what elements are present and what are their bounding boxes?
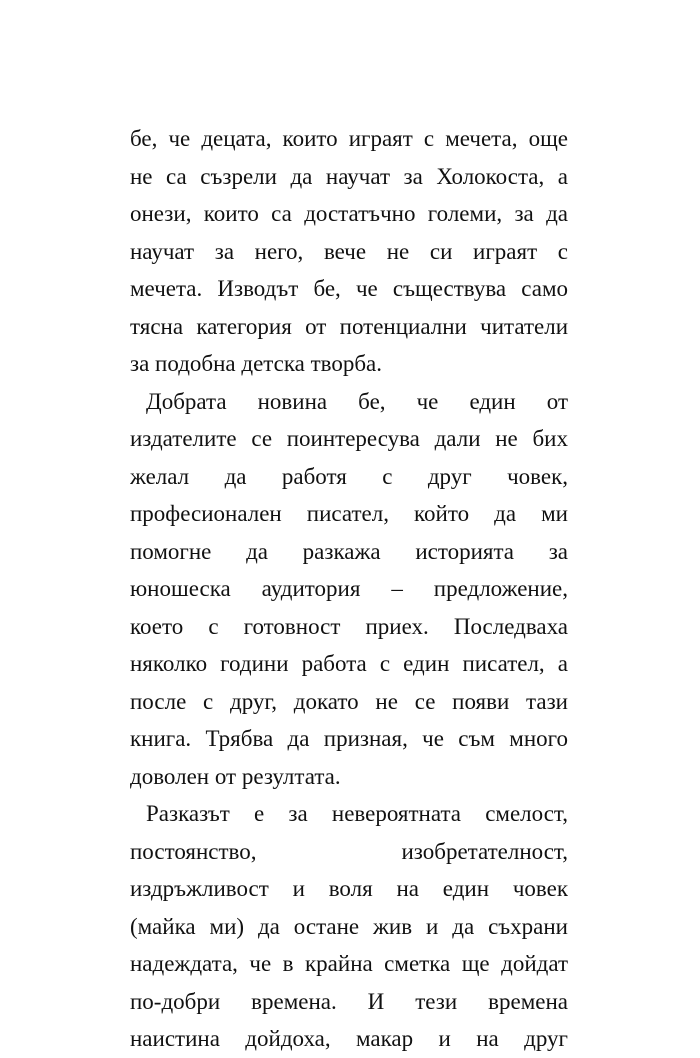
text-line: (майка ми) да остане жив и да съхрани: [130, 913, 568, 939]
text-line: Разказът е за невероятната смелост,: [146, 801, 568, 826]
text-line: което с готовност приех. Последваха: [130, 613, 568, 639]
text-line: юношеска аудитория – предложение,: [130, 576, 568, 601]
text-line: доволен от резултата.: [130, 763, 341, 789]
text-line: книга. Трябва да призная, че съм много: [130, 726, 568, 751]
text-line: помогне да разкажа историята за: [130, 538, 568, 564]
text-line: професионален писател, който да ми: [130, 501, 568, 526]
text-line: мечета. Изводът бе, че съществува само: [130, 276, 568, 301]
text-line: за подобна детска творба.: [130, 351, 383, 376]
text-line: наистина дойдоха, макар и на друг: [130, 1026, 568, 1051]
text-line: няколко години работа с един писател, а: [130, 651, 568, 676]
paragraph: [130, 795, 568, 1058]
text-line: постоянство, изобретателност,: [130, 838, 568, 864]
text-line: издръжливост и воля на един човек: [130, 876, 568, 901]
text-line: тясна категория от потенциални читатели: [130, 313, 568, 339]
text-line: бе, че децата, които играят с мечета, още: [130, 126, 568, 151]
body-text: [130, 120, 568, 1058]
text-line: надеждата, че в крайна сметка ще дойдат: [130, 951, 568, 976]
text-line: после с друг, докато не се появи тази: [130, 688, 568, 714]
text-line: по-добри времена. И тези времена: [130, 988, 568, 1014]
text-line: издателите се поинтересува дали не бих: [130, 426, 568, 451]
text-line: не са съзрели да научат за Холокоста, а: [130, 163, 568, 189]
text-line: Добрата новина бе, че един от: [146, 388, 568, 414]
paragraph: [130, 383, 568, 796]
text-line: научат за него, вече не си играят с: [130, 238, 568, 264]
text-line: онези, които са достатъчно големи, за да: [130, 201, 568, 226]
text-line: желал да работя с друг човек,: [130, 463, 568, 489]
paragraph: [130, 120, 568, 383]
